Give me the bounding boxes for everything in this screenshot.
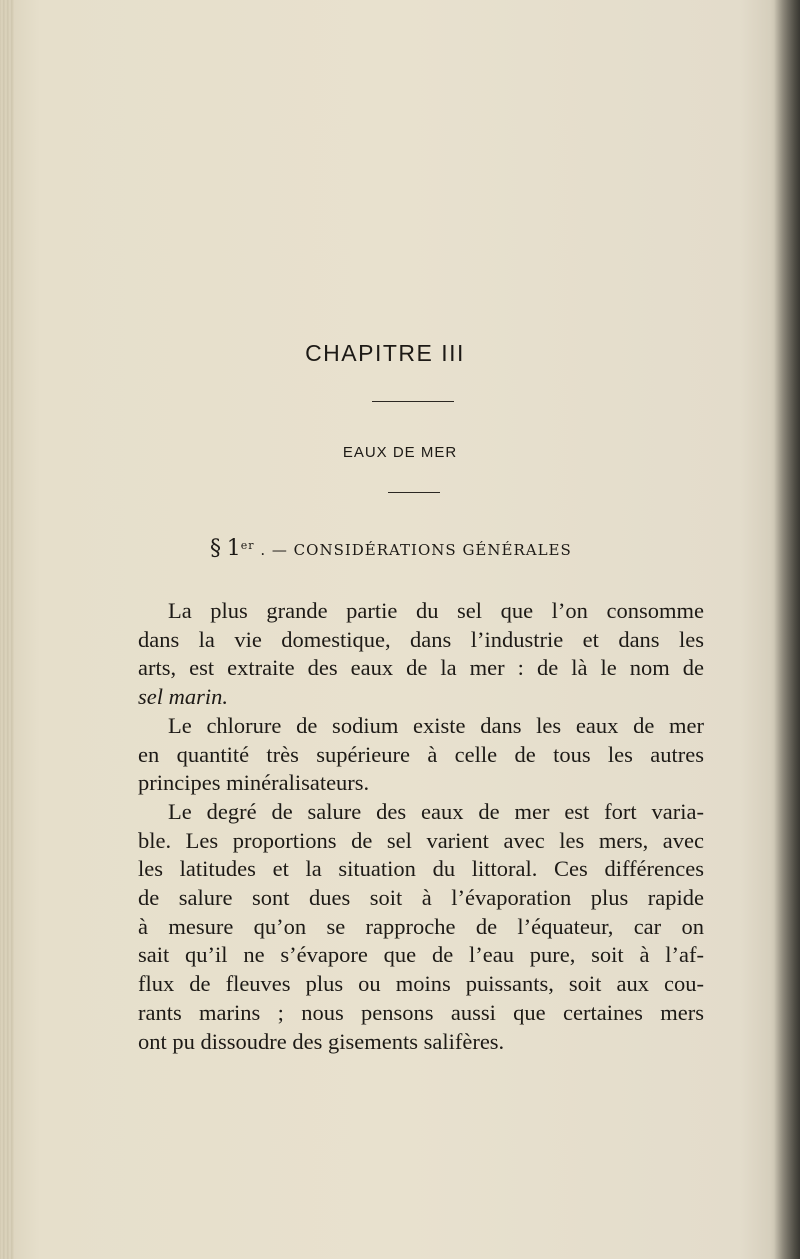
text-line: sait qu’il ne s’évapore que de l’eau pure, soit à l’af-	[138, 942, 704, 968]
text-line: arts, est extraite des eaux de la mer : de là le nom de	[138, 655, 704, 681]
text-line: principes minéralisateurs.	[138, 770, 370, 796]
italic-term: sel marin.	[138, 684, 228, 710]
subsection-dash: . —	[260, 541, 288, 559]
text-line: dans la vie domestique, dans l’industrie et dans les	[138, 626, 704, 652]
subsection-number-suffix: er	[240, 539, 255, 552]
text-line	[138, 683, 704, 712]
text-line: Le degré de salure des eaux de mer est fort varia-	[168, 798, 704, 824]
text-line: les latitudes et la situation du littoral. Ces différences	[138, 856, 704, 882]
subsection-number: 1	[226, 536, 241, 561]
text-line: rants marins ; nous pensons aussi que certaines mers	[138, 999, 704, 1025]
chapter-title: CHAPITRE III	[305, 340, 465, 366]
subsection-title: CONSIDÉRATIONS GÉNÉRALES	[293, 541, 572, 559]
page-gutter-edge	[0, 0, 14, 1259]
text-line: de salure sont dues soit à l’évaporation plus rapide	[138, 885, 704, 911]
subsection-heading	[210, 536, 572, 561]
paragraph-2	[138, 712, 704, 798]
text-line: en quantité très supérieure à celle de tous les autres	[138, 741, 704, 767]
text-line: flux de fleuves plus ou moins puissants, soit aux cou-	[138, 971, 704, 997]
title-divider-bottom	[388, 492, 440, 493]
title-divider-top	[372, 401, 454, 402]
paragraph-1	[138, 597, 704, 712]
section-symbol: §	[210, 536, 221, 561]
section-title: EAUX DE MER	[342, 444, 458, 461]
text-line: à mesure qu’on se rapproche de l’équateur, car on	[138, 913, 704, 939]
text-line: Le chlorure de sodium existe dans les eaux de mer	[168, 712, 704, 738]
page-outer-edge-shadow	[774, 0, 800, 1259]
paragraph-3	[138, 798, 704, 1056]
text-line: La plus grande partie du sel que l’on consomme	[168, 598, 704, 623]
body-text	[138, 597, 704, 1056]
text-line: ble. Les proportions de sel varient avec les mers, avec	[138, 827, 704, 853]
text-line: ont pu dissoudre des gisements salifères.	[138, 1028, 505, 1054]
